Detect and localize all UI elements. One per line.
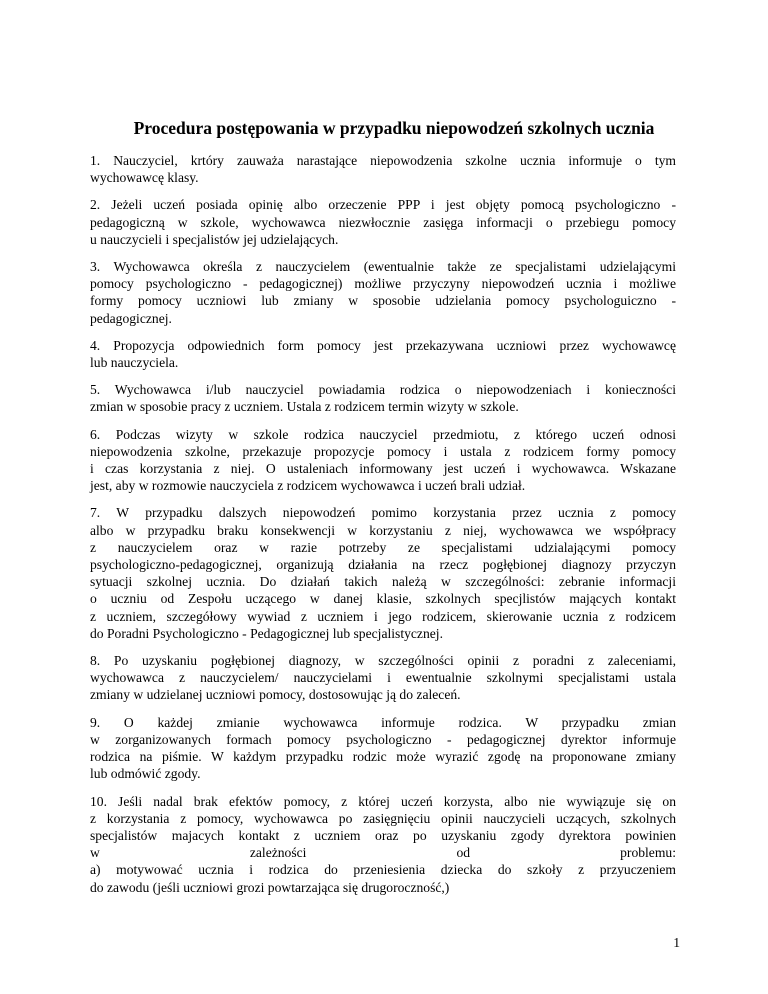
paragraph-line: pomocy psychologiczno - pedagogicznej) możliwe przyczyny niepowodzeń ucznia i możliwe	[90, 276, 676, 292]
paragraph-line: z nauczycielem oraz w razie potrzeby ze specjalistami udzialającymi pomocy	[90, 539, 676, 555]
paragraph-line: pedagogicznej.	[90, 310, 172, 326]
paragraph-line: formy pomocy uczniowi lub zmiany w sposobie udzielania pomocy psychologuiczno -	[90, 293, 676, 309]
paragraph-line: 7. W przypadku dalszych niepowodzeń pomimo korzystania przez ucznia z pomocy	[90, 505, 676, 521]
paragraph-line: lub nauczyciela.	[90, 355, 179, 371]
paragraph-line: albo w przypadku braku konsekwencji w korzystaniu z niej, wychowawca we współpracy	[90, 522, 676, 538]
paragraph-line: 2. Jeżeli uczeń posiada opinię albo orzeczenie PPP i jest objęty pomocą psychologiczno -	[90, 197, 676, 213]
paragraph-line: 9. O każdej zmianie wychowawca informuje rodzica. W przypadku zmian	[90, 714, 676, 730]
paragraph-4	[90, 337, 676, 371]
paragraph-line: 3. Wychowawca określa z nauczycielem (ewentualnie także ze specjalistami udzielającymi	[90, 259, 676, 275]
paragraph-10	[90, 793, 676, 896]
paragraph-line: w zorganizowanych formach pomocy psychologiczno - pedagogicznej dyrektor informuje	[90, 731, 676, 747]
paragraph-line: rodzica na piśmie. W każdym przypadku rodzic może wyrazić zgodę na proponowane zmiany	[90, 749, 676, 765]
paragraph-line: i czas korzystania z niej. O ustaleniach informowany jest uczeń i wychowawca. Wskazane	[90, 461, 676, 477]
paragraph-line: zmian w sposobie pracy z uczniem. Ustala z rodzicem termin wizyty w szkole.	[90, 399, 519, 415]
paragraph-line: pedagogiczną w szkole, wychowawca niezwłocznie zasięga informacji o przebiegu pomocy	[90, 214, 676, 230]
paragraph-line: specjalistów majacych kontakt z uczniem oraz po uzyskaniu zgody dyrektora powinien	[90, 827, 676, 843]
paragraph-line: 1. Nauczyciel, krtóry zauważa narastające niepowodzenia szkolne ucznia informuje o tym	[90, 153, 676, 168]
document-title: Procedura postępowania w przypadku niepowodzeń szkolnych ucznia	[133, 118, 655, 138]
paragraph-1	[90, 152, 676, 186]
paragraph-8	[90, 652, 676, 704]
paragraph-line: z uczniem, szczegółowy wywiad z uczniem i jego rodzicem, skierowanie ucznia z rodzicem	[90, 608, 676, 624]
paragraph-line: 4. Propozycja odpowiednich form pomocy jest przekazywana uczniowi przez wychowawcę	[90, 337, 676, 353]
paragraph-line: niepowodzenia szkolne, przekazuje propozycje pomocy i ustala z rodzicem formy pomocy	[90, 443, 676, 459]
paragraph-line: z korzystania z pomocy, wychowawca po zasięgnięciu opinii nauczycieli uczących, szkolnych	[90, 810, 676, 826]
paragraph-line: 5. Wychowawca i/lub nauczyciel powiadamia rodzica o niepowodzeniach i konieczności	[90, 382, 676, 398]
paragraph-line: psychologiczno-pedagogicznej, organizują działania na rzecz pogłębionej diagnozy przyczyn	[90, 557, 676, 573]
paragraph-2	[90, 196, 676, 248]
paragraph-line: u nauczycieli i specjalistów jej udzielających.	[90, 231, 339, 247]
paragraph-line: sytuacji szkolnej ucznia. Do działań takich należą w szczególności: zebranie informacji	[90, 574, 676, 590]
paragraph-line: lub odmówić zgody.	[90, 766, 201, 782]
paragraph-line: w zależności od problemu:	[90, 845, 676, 861]
document-body	[90, 152, 676, 906]
paragraph-7	[90, 504, 676, 642]
paragraph-5	[90, 381, 676, 415]
paragraph-line: 10. Jeśli nadal brak efektów pomocy, z której uczeń korzysta, albo nie wywiązuje się on	[90, 793, 676, 809]
paragraph-line: o uczniu od Zespołu uczącego w danej klasie, szkolnych specjlistów mających kontakt	[90, 591, 676, 607]
paragraph-line: wychowawca z nauczycielem/ nauczycielami i ewentualnie szkolnymi specjalistami ustala	[90, 670, 676, 686]
paragraph-line: zmiany w udzielanej uczniowi pomocy, dostosowując ją do zaleceń.	[90, 687, 461, 703]
paragraph-line: 8. Po uzyskaniu pogłębionej diagnozy, w szczególności opinii z poradni z zaleceniami,	[90, 653, 676, 669]
paragraph-line: jest, aby w rozmowie nauczyciela z rodzicem wychowawca i uczeń brali udział.	[90, 478, 526, 494]
paragraph-line: do zawodu (jeśli uczniowi grozi powtarzająca się drugoroczność,)	[90, 879, 450, 895]
paragraph-6	[90, 426, 676, 495]
paragraph-9	[90, 714, 676, 783]
paragraph-line: do Poradni Psychologiczno - Pedagogicznej lub specjalistycznej.	[90, 625, 443, 641]
page-number: 1	[673, 935, 680, 950]
paragraph-line: 6. Podczas wizyty w szkole rodzica nauczyciel przedmiotu, z którego uczeń odnosi	[90, 426, 676, 442]
paragraph-3	[90, 258, 676, 327]
paragraph-line: wychowawcę klasy.	[90, 170, 199, 186]
paragraph-line: a) motywować ucznia i rodzica do przeniesienia dziecka do szkoły z przyuczeniem	[90, 862, 676, 878]
